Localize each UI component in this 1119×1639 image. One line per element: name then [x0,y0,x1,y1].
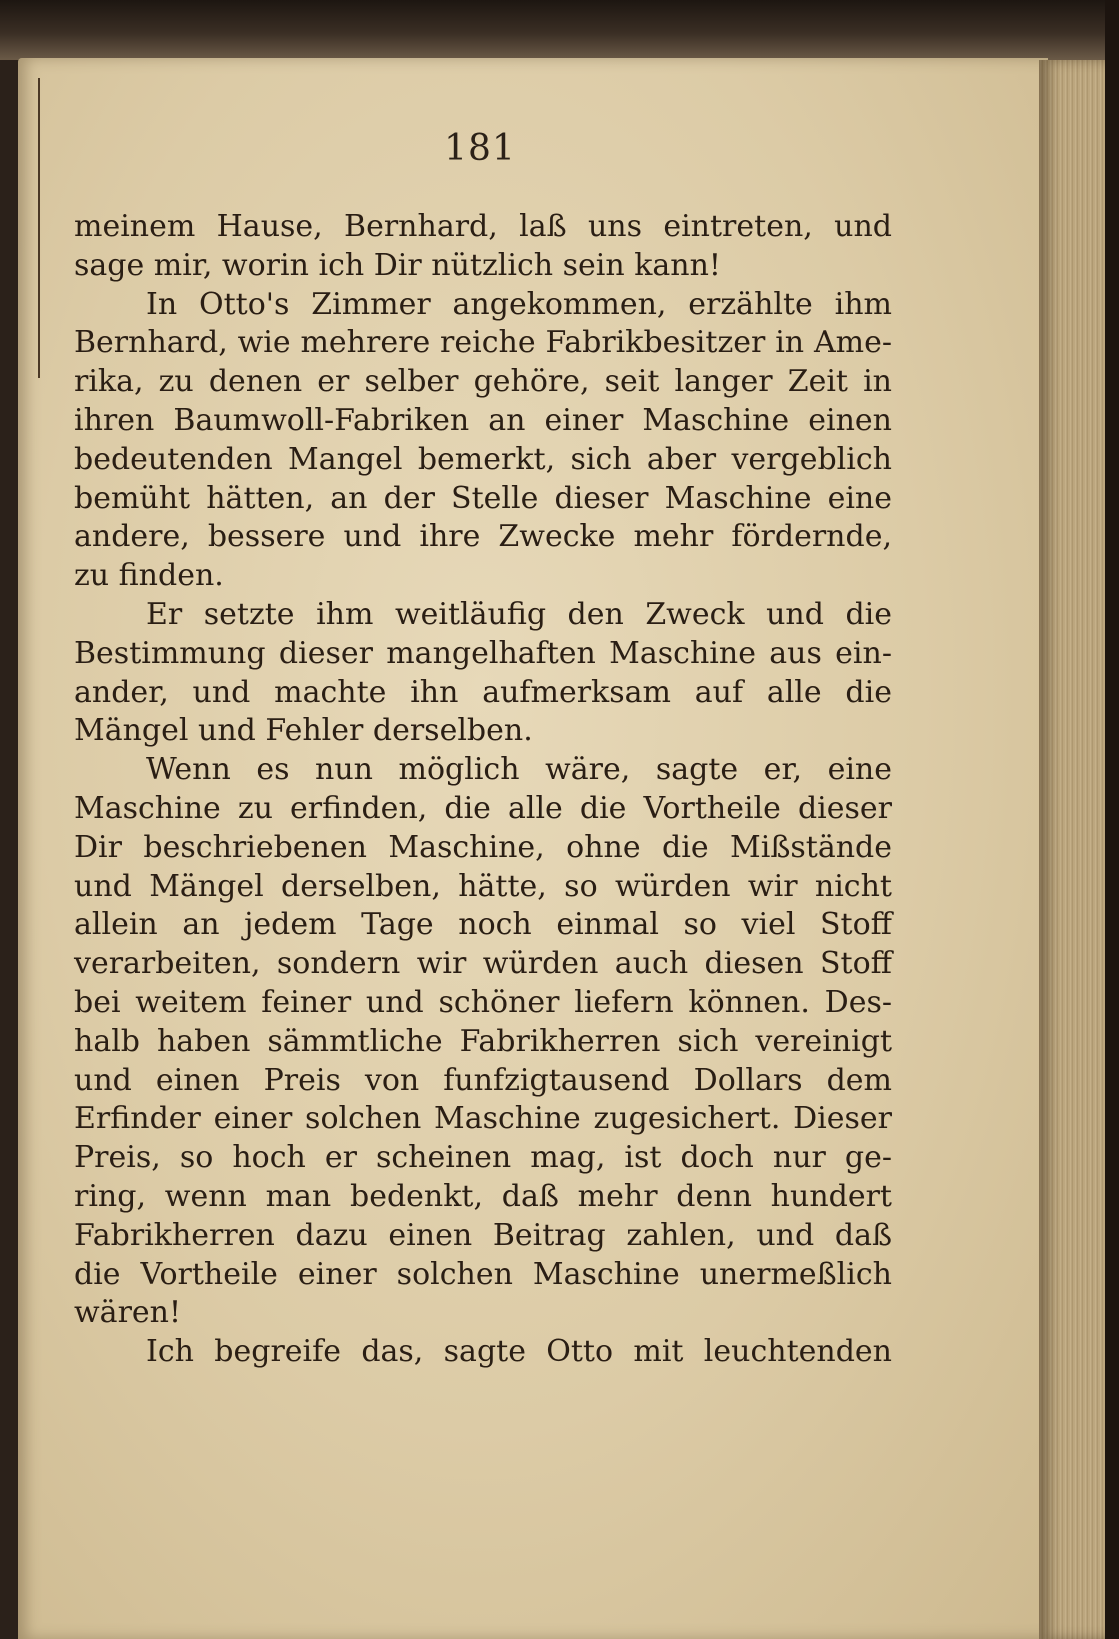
text-line: Fabrikherren dazu einen Beitrag zahlen, und daß [74,1217,892,1253]
text-line: Mängel und Fehler derselben. [74,713,533,749]
body-text [74,208,892,1372]
text-line: Bestimmung dieser mangelhaften Maschine aus ein- [74,635,892,671]
text-line: Ich begreife das, sagte Otto mit leuchtenden [146,1334,892,1370]
page-number: 181 [444,128,516,169]
text-line: Dir beschriebenen Maschine, ohne die Mißstände [74,829,892,865]
text-line: ander, und machte ihn aufmerksam auf alle die [74,674,892,710]
text-line: Bernhard, wie mehrere reiche Fabrikbesitzer in Ame- [74,325,892,361]
text-line: zu finden. [74,558,224,594]
text-line: andere, bessere und ihre Zwecke mehr fördernde, [74,519,892,555]
text-line: sage mir, worin ich Dir nützlich sein kann! [74,247,721,283]
text-line: und einen Preis von funfzigtausend Dollars dem [74,1062,892,1098]
book-top-edge [0,0,1119,60]
text-line: meinem Hause, Bernhard, laß uns eintreten, und [74,209,892,244]
cover-edge [1105,0,1119,1639]
text-line: wären! [74,1295,182,1331]
text-line: Erfinder einer solchen Maschine zugesichert. Dieser [74,1101,892,1137]
text-line: bei weitem feiner und schöner liefern können. Des- [74,984,892,1020]
text-line: allein an jedem Tage noch einmal so viel Stoff [74,907,892,943]
margin-shadow [38,78,40,378]
text-line: halb haben sämmtliche Fabrikherren sich vereinigt [74,1023,892,1059]
text-line: ihren Baumwoll-Fabriken an einer Maschine einen [74,402,892,438]
text-line: Preis, so hoch er scheinen mag, ist doch nur ge- [74,1140,892,1176]
text-line: bedeutenden Mangel bemerkt, sich aber vergeblich [74,441,892,477]
text-line: Maschine zu erfinden, die alle die Vortheile dieser [74,790,892,826]
text-line: und Mängel derselben, hätte, so würden wir nicht [74,868,892,904]
text-line: bemüht hätten, an der Stelle dieser Maschine eine [74,480,892,516]
text-line: In Otto's Zimmer angekommen, erzählte ihm [146,286,892,322]
text-line: rika, zu denen er selber gehöre, seit langer Zeit in [74,364,892,400]
text-line: Er setzte ihm weitläufig den Zweck und die [146,596,892,632]
text-line: ring, wenn man bedenkt, daß mehr denn hundert [74,1178,892,1214]
text-line: die Vortheile einer solchen Maschine unermeßlich [74,1256,892,1292]
text-line: verarbeiten, sondern wir würden auch diesen Stoff [74,946,892,982]
text-line: Wenn es nun möglich wäre, sagte er, eine [146,752,892,788]
